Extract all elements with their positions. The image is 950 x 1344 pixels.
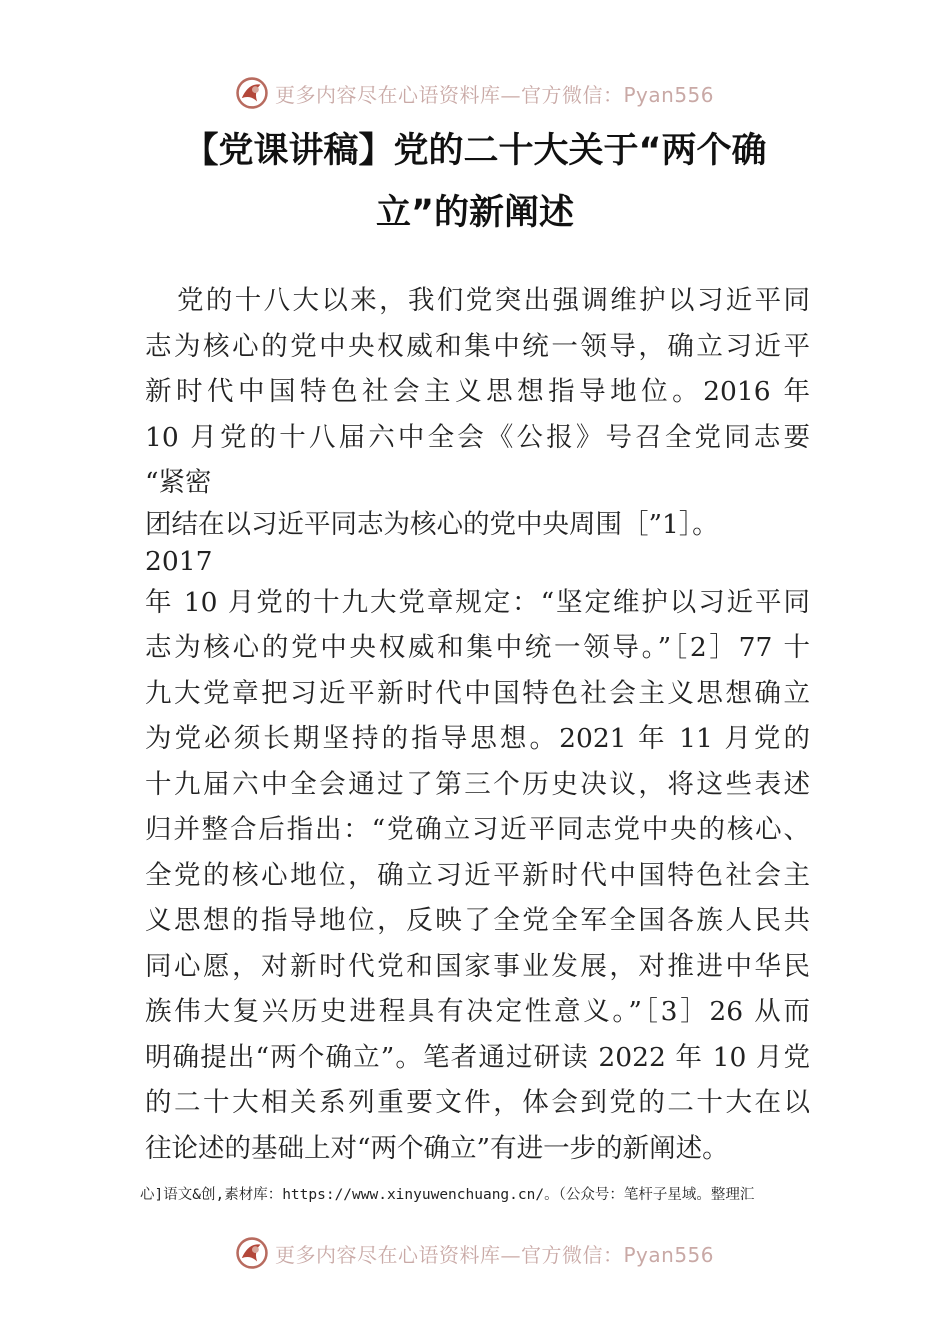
body-line: 全党的核心地位，确立习近平新时代中国特色社会主 — [145, 859, 810, 891]
body-line: 九大党章把习近平新时代中国特色社会主义思想确立 — [145, 677, 810, 709]
logo-icon — [235, 1236, 269, 1270]
body-line: 义思想的指导地位，反映了全党全军全国各族人民共 — [145, 905, 810, 936]
logo-icon — [235, 76, 269, 110]
footer-banner — [0, 1232, 950, 1274]
title-line-1: 【党课讲稿】党的二十大关于“两个确 — [183, 131, 767, 171]
footer-note: 心]语文&创,素材库：https://www.xinyuwenchuang.cn/。（公众号：笔杆子星域。整理汇 — [140, 1187, 755, 1203]
body-line: 团结在以习近平同志为核心的党中央周围［”1］。 — [145, 508, 719, 540]
body-line: 为党必须长期坚持的指导思想。2021 年 11 月党的 — [145, 723, 810, 754]
body-line: 十九届六中全会通过了第三个历史决议，将这些表述 — [145, 768, 810, 800]
article-body — [145, 278, 810, 1171]
body-line: 同心愿，对新时代党和国家事业发展，对推进中华民 — [145, 950, 810, 982]
page-title — [145, 120, 805, 244]
body-line: 年 10 月党的十九大党章规定：“坚定维护以习近平同 — [145, 586, 810, 618]
banner-text: 更多内容尽在心语资料库—官方微信：Pyan556 — [275, 82, 715, 107]
body-line: 2017 — [145, 545, 213, 577]
body-line: “紧密 — [145, 467, 212, 498]
body-line: 志为核心的党中央权威和集中统一领导，确立习近平 — [145, 330, 810, 362]
body-line: 的二十大相关系列重要文件，体会到党的二十大在以 — [145, 1087, 810, 1118]
body-line: 明确提出“两个确立”。笔者通过研读 2022 年 10 月党 — [145, 1041, 810, 1073]
body-line: 志为核心的党中央权威和集中统一领导。”［2］77 十 — [145, 632, 810, 663]
banner-text: 更多内容尽在心语资料库—官方微信：Pyan556 — [275, 1242, 715, 1267]
title-line-2: 立”的新阐述 — [375, 193, 574, 233]
body-line: 族伟大复兴历史进程具有决定性意义。”［3］26 从而 — [145, 996, 810, 1027]
body-line: 归并整合后指出：“党确立习近平同志党中央的核心、 — [145, 814, 810, 845]
body-line: 新时代中国特色社会主义思想指导地位。2016 年 — [145, 376, 810, 407]
body-line: 10 月党的十八届六中全会《公报》号召全党同志要 — [145, 421, 810, 453]
wechat-id: Pyan556 — [623, 1242, 715, 1267]
body-line: 往论述的基础上对“两个确立”有进一步的新阐述。 — [145, 1132, 729, 1164]
body-line: 党的十八大以来，我们党突出强调维护以习近平同 — [177, 285, 810, 316]
header-banner — [0, 72, 950, 114]
wechat-id: Pyan556 — [623, 82, 715, 107]
